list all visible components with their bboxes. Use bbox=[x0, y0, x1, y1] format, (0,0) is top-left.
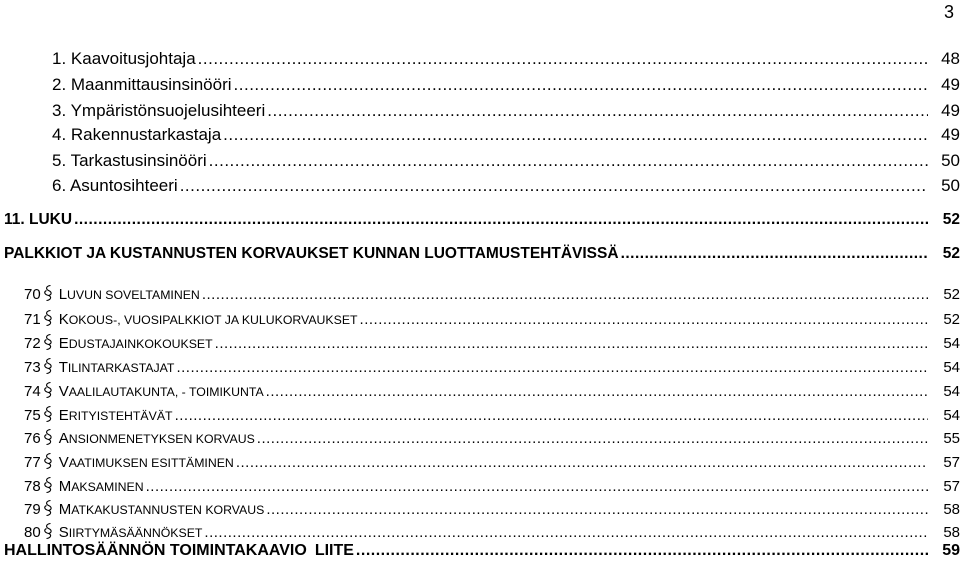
toc-entry[interactable] bbox=[52, 177, 960, 194]
section-sign-icon bbox=[43, 405, 55, 423]
toc-section-number: 75 bbox=[24, 407, 41, 424]
toc-section-title: NSIONMENETYKSEN KORVAUS bbox=[68, 432, 255, 446]
toc-section-page: 58 bbox=[943, 524, 960, 541]
toc-section-number: 70 bbox=[24, 286, 41, 303]
section-sign-icon bbox=[43, 309, 55, 327]
toc-appendix[interactable] bbox=[4, 543, 960, 559]
toc-entry[interactable] bbox=[52, 76, 960, 93]
toc-leader-dots bbox=[360, 312, 928, 327]
toc-leader-dots bbox=[176, 360, 928, 375]
toc-appendix-page: 59 bbox=[942, 542, 960, 559]
page-number: 3 bbox=[943, 2, 954, 22]
section-sign-icon bbox=[43, 522, 55, 540]
toc-leader-dots bbox=[146, 479, 928, 494]
toc-section-page: 54 bbox=[943, 359, 960, 376]
toc-leader-dots bbox=[215, 336, 928, 351]
toc-entry-label: 1. Kaavoitusjohtaja bbox=[52, 49, 196, 68]
toc-section[interactable] bbox=[24, 284, 960, 302]
toc-entry-page: 48 bbox=[941, 49, 960, 68]
toc-section-title: AKSAMINEN bbox=[71, 480, 144, 494]
toc-section-label bbox=[24, 476, 144, 494]
toc-section-number: 72 bbox=[24, 335, 41, 352]
toc-leader-dots bbox=[223, 126, 928, 143]
toc-entry-page: 49 bbox=[941, 125, 960, 144]
section-sign-icon bbox=[43, 476, 55, 494]
toc-leader-dots bbox=[356, 543, 928, 559]
toc-entry-page: 49 bbox=[941, 75, 960, 94]
toc-leader-dots bbox=[267, 102, 928, 119]
toc-section-title: DUSTAJAINKOKOUKSET bbox=[68, 337, 213, 351]
toc-section[interactable] bbox=[24, 428, 960, 446]
toc-section-title: IIRTYMÄSÄÄNNÖKSET bbox=[68, 526, 203, 540]
toc-section-page: 54 bbox=[943, 407, 960, 424]
toc-entry[interactable] bbox=[52, 152, 960, 169]
toc-section-page: 52 bbox=[943, 311, 960, 328]
toc-section-title: ILINTARKASTAJAT bbox=[67, 361, 175, 375]
toc-section-page: 57 bbox=[943, 478, 960, 495]
toc-section-label bbox=[24, 333, 213, 351]
toc-leader-dots bbox=[202, 287, 928, 302]
toc-section-initial: T bbox=[58, 359, 68, 376]
toc-section[interactable] bbox=[24, 522, 960, 540]
toc-section-title: AALILAUTAKUNTA, - TOIMIKUNTA bbox=[68, 385, 264, 399]
toc-section-number: 77 bbox=[24, 454, 41, 471]
toc-section-label bbox=[24, 357, 174, 375]
toc-section-label bbox=[24, 405, 173, 423]
toc-entry-page: 49 bbox=[941, 101, 960, 120]
toc-chapter-label: 11. LUKU bbox=[4, 211, 73, 228]
toc-section-initial: E bbox=[58, 335, 69, 352]
toc-section-page: 58 bbox=[943, 501, 960, 518]
toc-section[interactable] bbox=[24, 381, 960, 399]
toc-section-page: 54 bbox=[943, 335, 960, 352]
toc-part-page: 52 bbox=[942, 245, 960, 262]
toc-section[interactable] bbox=[24, 452, 960, 470]
toc-leader-dots bbox=[175, 408, 928, 423]
toc-leader-dots bbox=[266, 502, 928, 517]
toc-entry-page: 50 bbox=[941, 176, 960, 195]
toc-leader-dots bbox=[74, 212, 928, 228]
toc-section[interactable] bbox=[24, 357, 960, 375]
toc-leader-dots bbox=[198, 50, 928, 67]
toc-entry-label: 5. Tarkastusinsinööri bbox=[52, 151, 207, 170]
toc-chapter-page: 52 bbox=[942, 211, 960, 228]
toc-section-number: 76 bbox=[24, 430, 41, 447]
toc-section-initial: M bbox=[58, 478, 72, 495]
toc-leader-dots bbox=[209, 152, 928, 169]
toc-section-number: 74 bbox=[24, 383, 41, 400]
toc-entry[interactable] bbox=[52, 102, 960, 119]
toc-entry-label: 3. Ympäristönsuojelusihteeri bbox=[52, 101, 266, 120]
toc-entry-page: 50 bbox=[941, 151, 960, 170]
toc-section-initial: A bbox=[58, 430, 69, 447]
toc-section-label bbox=[24, 309, 358, 327]
toc-leader-dots bbox=[236, 455, 928, 470]
toc-leader-dots bbox=[266, 384, 928, 399]
toc-section-label bbox=[24, 428, 255, 446]
toc-section-number: 73 bbox=[24, 359, 41, 376]
toc-chapter[interactable] bbox=[4, 212, 960, 228]
toc-section-page: 57 bbox=[943, 454, 960, 471]
toc-section[interactable] bbox=[24, 309, 960, 327]
section-sign-icon bbox=[43, 428, 55, 446]
toc-leader-dots bbox=[204, 525, 928, 540]
toc-section-page: 52 bbox=[943, 286, 960, 303]
toc-section[interactable] bbox=[24, 333, 960, 351]
toc-leader-dots bbox=[234, 76, 928, 93]
section-sign-icon bbox=[43, 499, 55, 517]
toc-section-label bbox=[24, 284, 200, 302]
toc-section-number: 78 bbox=[24, 478, 41, 495]
toc-entry-label: 4. Rakennustarkastaja bbox=[52, 125, 222, 144]
toc-section-title: RITYISTEHTÄVÄT bbox=[68, 409, 173, 423]
toc-section-page: 54 bbox=[943, 383, 960, 400]
toc-appendix-label: LIITE bbox=[314, 542, 354, 559]
toc-section-initial: M bbox=[58, 501, 72, 518]
toc-section[interactable] bbox=[24, 405, 960, 423]
toc-section-page: 55 bbox=[943, 430, 960, 447]
toc-section-initial: V bbox=[58, 383, 69, 400]
section-sign-icon bbox=[43, 284, 55, 302]
toc-section-initial: E bbox=[58, 407, 69, 424]
toc-section[interactable] bbox=[24, 499, 960, 517]
toc-leader-dots bbox=[257, 431, 928, 446]
toc-section-label bbox=[24, 452, 234, 470]
section-sign-icon bbox=[43, 357, 55, 375]
toc-part[interactable] bbox=[4, 246, 960, 262]
section-sign-icon bbox=[43, 381, 55, 399]
toc-entry-label: 2. Maanmittausinsinööri bbox=[52, 75, 232, 94]
toc-section-number: 80 bbox=[24, 524, 41, 541]
toc-entry[interactable] bbox=[52, 50, 960, 67]
toc-section-initial: L bbox=[58, 286, 68, 303]
toc-section[interactable] bbox=[24, 476, 960, 494]
toc-section-label bbox=[24, 381, 264, 399]
section-sign-icon bbox=[43, 333, 55, 351]
toc-section-label bbox=[24, 522, 202, 540]
toc-leader-dots bbox=[180, 177, 928, 194]
toc-section-initial: S bbox=[58, 524, 69, 541]
toc-entry[interactable] bbox=[52, 126, 960, 143]
toc-section-initial: K bbox=[58, 311, 69, 328]
toc-section-title: UVUN SOVELTAMINEN bbox=[67, 288, 200, 302]
toc-section-number: 71 bbox=[24, 311, 41, 328]
toc-section-title: AATIMUKSEN ESITTÄMINEN bbox=[68, 456, 234, 470]
toc-part-label: PALKKIOT JA KUSTANNUSTEN KORVAUKSET KUNNAN LUOTTAMUSTEHTÄVISSÄ bbox=[4, 245, 619, 262]
toc-leader-dots bbox=[621, 246, 928, 262]
toc-entry-label: 6. Asuntosihteeri bbox=[52, 176, 178, 195]
toc-section-title: ATKAKUSTANNUSTEN KORVAUS bbox=[71, 503, 265, 517]
toc-section-title: OKOUS-, VUOSIPALKKIOT JA KULUKORVAUKSET bbox=[68, 313, 358, 327]
toc-appendix-title: HALLINTOSÄÄNNÖN TOIMINTAKAAVIO bbox=[4, 542, 307, 559]
toc-section-label bbox=[24, 499, 264, 517]
toc-section-initial: V bbox=[58, 454, 69, 471]
toc-section-number: 79 bbox=[24, 501, 41, 518]
section-sign-icon bbox=[43, 452, 55, 470]
